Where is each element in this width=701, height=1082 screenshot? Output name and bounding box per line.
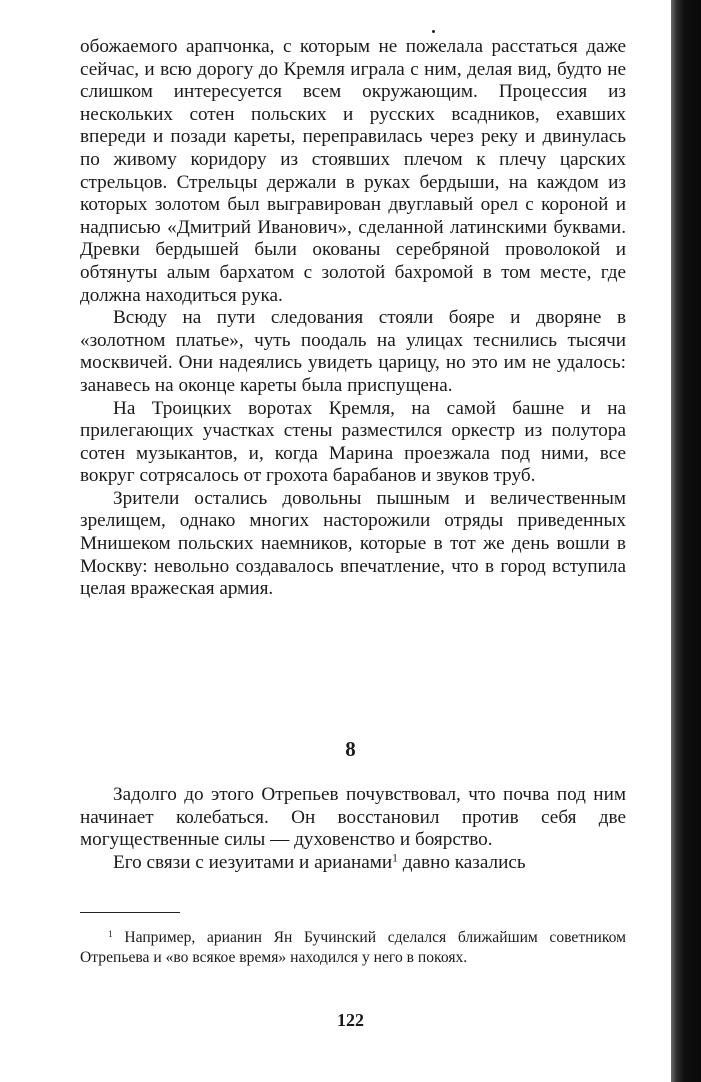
chapter-paragraph-2 <box>80 852 626 875</box>
ink-speck <box>432 30 435 33</box>
footnote-reference: 1 <box>392 852 398 865</box>
chapter-paragraph-2-end: давно казались <box>397 851 526 873</box>
paragraph-2: Всюду на пути следования стояли бояре и дворяне в «золотном платье», чуть поодаль на улицах теснились тысячи москвичей. Они надеялись увидеть царицу, но это им не удалось: занавесь на оконце кареты была приспущена. <box>80 307 626 396</box>
chapter-paragraph-2-start: Его связи с иезуитами и арианами <box>113 851 393 873</box>
paragraph-3: На Троицких воротах Кремля, на самой башне и на прилегающих участках стены разместился оркестр из полутора сотен музыкантов, и, когда Марина проезжала под ними, все вокруг сотрясалось от грохота барабанов и звуков труб. <box>80 397 626 487</box>
chapter-text-block <box>80 784 626 874</box>
footnote-divider <box>80 912 180 913</box>
footnote-marker: 1 <box>108 929 113 940</box>
footnote-text: Например, арианин Ян Бучинский сделался ближайшим советником Отрепьева и «во всякое время» находился у него в покоях. <box>80 929 626 966</box>
main-text-block <box>80 36 626 601</box>
page-number: 122 <box>337 1010 364 1030</box>
paragraph-4: Зрители остались довольны пышным и величественным зрелищем, однако многих насторожили отряды приведенных Мнишеком польских наемников, которые в тот же день вошли в Москву: невольно создавалось впечатление, что в город вступила целая вражеская армия. <box>80 487 626 600</box>
paragraph-1: обожаемого арапчонка, с которым не пожелала расстаться даже сейчас, и всю дорогу до Кремля играла с ним, делая вид, будто не слишком интересуется всем окружающим. Процессия из нескольких сотен польских и русских всадников, ехавших впереди и позади кареты, переправилась через реку и двинулась по живому коридору из стоявших плечом к плечу царских стрельцов. Стрельцы держали в руках бердыши, на каждом из которых золотом был выгравирован двуглавый орел с короной и надписью «Дмитрий Иванович», сделанной латинскими буквами. Древки бердышей были окованы серебряной проволокой и обтянуты алым бархатом с золотой бахромой в том месте, где должна находиться рука. <box>80 36 626 306</box>
chapter-paragraph-1: Задолго до этого Отрепьев почувствовал, что почва под ним начинает колебаться. Он восстановил против себя две могущественные силы — духовенство и боярство. <box>80 784 626 851</box>
scan-edge-shadow <box>671 0 701 1082</box>
footnote <box>80 928 626 967</box>
chapter-number: 8 <box>345 737 356 761</box>
